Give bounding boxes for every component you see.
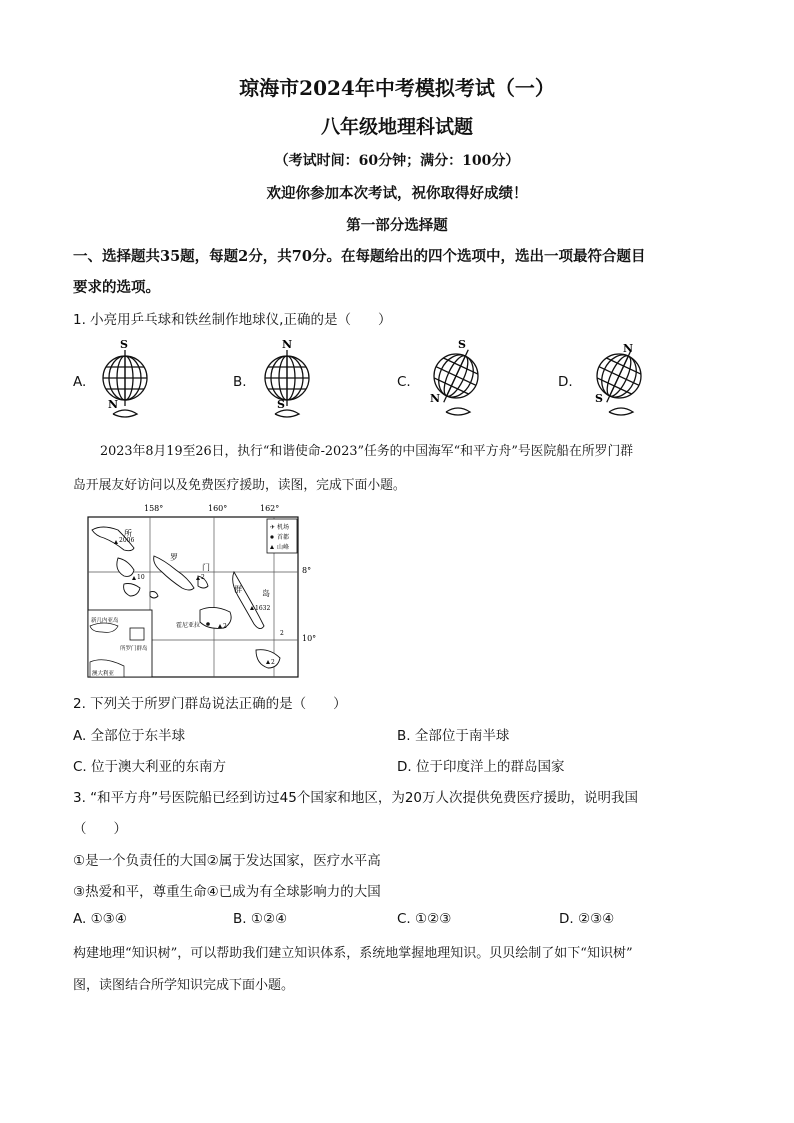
q1-a-bottom-label: N <box>108 398 119 411</box>
map-inset-new-guinea: 新几内亚岛 <box>91 618 119 624</box>
section-title: 第一部分选择题 <box>346 217 448 234</box>
exam-time-info: （考试时间：60分钟；满分：100分） <box>274 153 520 169</box>
passage2-line1: 构建地理“知识树”，可以帮助我们建立知识体系，系统地掌握地理知识。贝贝绘制了如下“知识树” <box>73 946 633 961</box>
map-legend-capital: 首都 <box>277 534 290 541</box>
q3-paren: （ ） <box>73 821 127 837</box>
q2-option-d: D. 位于印度洋上的群岛国家 <box>397 759 565 775</box>
q1-option-a-letter: A. <box>73 374 87 390</box>
passage2-line2: 图，读图结合所学知识完成下面小题。 <box>73 978 295 993</box>
q2-stem: 2. 下列关于所罗门群岛说法正确的是（ ） <box>73 696 347 712</box>
map-label-men: 门 <box>202 563 210 572</box>
q1-d-bottom-label: S <box>595 392 603 405</box>
map-label-luo: 罗 <box>170 553 178 562</box>
q2-option-a: A. 全部位于东半球 <box>73 728 186 744</box>
globe-icon-a <box>91 336 161 426</box>
map-inset-solomon: 所罗门群岛 <box>120 646 148 652</box>
map-peak-value-3: 2 <box>201 574 205 581</box>
q2-option-b: B. 全部位于南半球 <box>397 728 510 744</box>
map-peak-value-5: 2 <box>223 623 227 630</box>
q3-statement-2: ③热爱和平，尊重生命④已成为有全球影响力的大国 <box>73 884 381 900</box>
q1-d-top-label: N <box>623 342 634 355</box>
q1-c-bottom-label: N <box>430 392 441 405</box>
map-lon-label-158: 158° <box>144 504 164 513</box>
map-peak-value-4: 1632 <box>255 605 271 612</box>
q1-option-d-letter: D. <box>558 374 573 390</box>
map-lon-label-160: 160° <box>208 504 228 513</box>
instructions-line1: 一、选择题共35题，每题2分，共70分。在每题给出的四个选项中，选出一项最符合题目 <box>73 248 646 265</box>
q1-c-top-label: S <box>458 338 466 351</box>
globe-icon-c <box>418 336 498 426</box>
passage1-line2: 岛开展友好访问以及免费医疗援助，读图，完成下面小题。 <box>73 478 406 493</box>
q2-option-c: C. 位于澳大利亚的东南方 <box>73 759 227 775</box>
q1-stem: 1. 小亮用乒乓球和铁丝制作地球仪,正确的是（ ） <box>73 312 392 328</box>
map-capital-label: 霍尼亚拉 <box>176 622 201 629</box>
instructions-line2: 要求的选项。 <box>73 279 160 296</box>
q1-option-c-letter: C. <box>397 374 411 390</box>
q3-stem: 3. “和平方舟”号医院船已经到访过45个国家和地区，为20万人次提供免费医疗援助，说明我国 <box>73 790 639 806</box>
map-peak-value-1: 2006 <box>119 537 135 544</box>
map-inset-australia: 澳大利亚 <box>92 671 115 677</box>
q3-option-d: D. ②③④ <box>559 911 615 927</box>
map-legend-peak: 山峰 <box>277 544 290 551</box>
map-label-suo: 所 <box>124 529 132 538</box>
map-lat-label-8: 8° <box>302 566 312 575</box>
globe-icon-b <box>253 336 323 426</box>
map-lon-label-162: 162° <box>260 504 280 513</box>
q3-option-b: B. ①②④ <box>233 911 288 927</box>
exam-subtitle: 八年级地理科试题 <box>320 116 473 138</box>
passage1-line1: 2023年8月19至26日，执行“和谐使命-2023”任务的中国海军“和平方舟”号医院船在所罗门群 <box>100 444 634 459</box>
map-legend-airport-icon: ✈ <box>270 524 276 531</box>
exam-title: 琼海市2024年中考模拟考试（一） <box>239 76 555 100</box>
map-legend-airport: 机场 <box>277 524 290 531</box>
welcome-text: 欢迎你参加本次考试，祝你取得好成绩！ <box>266 185 528 202</box>
q1-b-top-label: N <box>282 338 293 351</box>
globe-icon-d <box>581 336 661 426</box>
map-label-qun: 群 <box>234 585 242 594</box>
q1-a-top-label: S <box>120 338 128 351</box>
map-peak-value-6: 2 <box>271 659 275 666</box>
map-lat-label-10: 10° <box>302 634 317 643</box>
map-peak-value-7: 2 <box>280 630 284 637</box>
q1-b-bottom-label: S <box>277 398 285 411</box>
q3-option-a: A. ①③④ <box>73 911 127 927</box>
map-peak-value-2: 10 <box>137 574 145 581</box>
q1-options <box>73 336 753 426</box>
map-label-dao: 岛 <box>262 589 270 598</box>
q3-statement-1: ①是一个负责任的大国②属于发达国家，医疗水平高 <box>73 853 381 869</box>
q1-option-b-letter: B. <box>233 374 247 390</box>
solomon-islands-map <box>84 500 329 682</box>
q3-option-c: C. ①②③ <box>397 911 452 927</box>
